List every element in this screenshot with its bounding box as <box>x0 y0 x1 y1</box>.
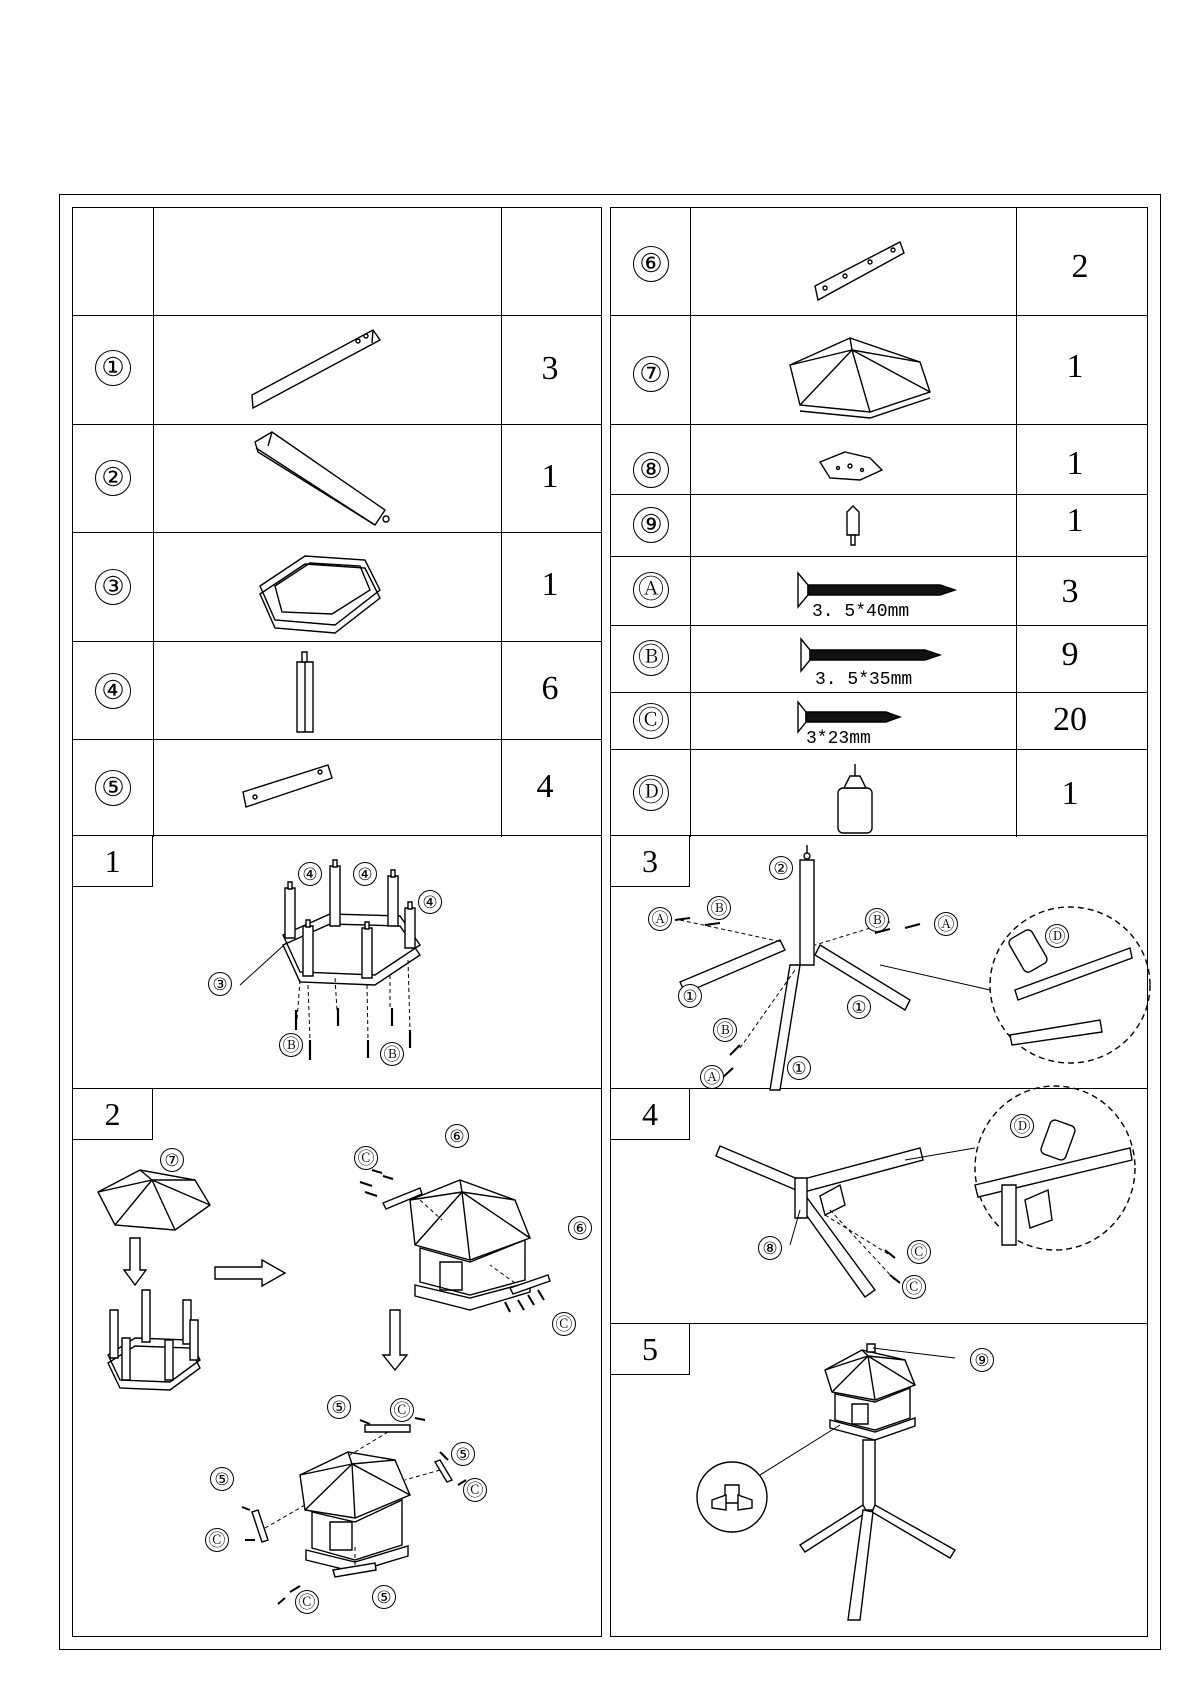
step-3-callout-post: ② <box>769 856 793 880</box>
step-3-callout-leg-bottom: ① <box>787 1056 811 1080</box>
step-4-callout-screw-1: Ⓒ <box>907 1240 931 1264</box>
step-1-callout-screw-2: Ⓑ <box>380 1042 404 1066</box>
part-2-qty: 1 <box>541 458 559 495</box>
part-5-id: ⑤ <box>95 770 131 806</box>
step-1-callout-post-1: ④ <box>298 862 322 886</box>
part-3-id: ③ <box>95 569 131 605</box>
step-1-callout-post-3: ④ <box>418 890 442 914</box>
part-b-id: Ⓑ <box>633 640 669 676</box>
step-3-callout-screw-a-right: Ⓐ <box>934 912 958 936</box>
step-2-callout-screw-right: Ⓒ <box>552 1312 576 1336</box>
step-1-number: 1 <box>104 843 121 879</box>
part-d-qty: 1 <box>1061 775 1079 812</box>
step-2-callout-roof: ⑦ <box>160 1148 184 1172</box>
step-4-callout-glue: Ⓓ <box>1010 1114 1034 1138</box>
step-3-callout-screw-a-left: Ⓐ <box>648 907 672 931</box>
step-4-callout-plate: ⑧ <box>758 1236 782 1260</box>
step-3-callout-screw-b-right: Ⓑ <box>865 908 889 932</box>
part-4-id: ④ <box>95 673 131 709</box>
part-8-qty: 1 <box>1066 445 1084 482</box>
part-d-id: Ⓓ <box>633 775 669 811</box>
step-2-callout-bar-bottom: ⑤ <box>372 1585 396 1609</box>
screw-a-size: 3. 5*40mm <box>812 602 910 622</box>
step-2-callout-screw-far-right: Ⓒ <box>463 1478 487 1502</box>
part-4-qty: 6 <box>541 670 559 707</box>
part-a-id: Ⓐ <box>633 572 669 608</box>
step-3-callout-screw-b-left: Ⓑ <box>707 896 731 920</box>
part-c-qty: 20 <box>1053 701 1087 738</box>
step-2-callout-bar-left: ⑤ <box>210 1467 234 1491</box>
part-9-qty: 1 <box>1066 502 1084 539</box>
step-3-number: 3 <box>642 843 658 879</box>
part-6-qty: 2 <box>1071 248 1089 285</box>
step-2-callout-screw-bottom: Ⓒ <box>295 1590 319 1614</box>
part-1-qty: 3 <box>541 350 559 387</box>
step-5-number: 5 <box>642 1331 658 1367</box>
step-2-callout-bar-right: ⑤ <box>451 1442 475 1466</box>
part-5-qty: 4 <box>536 768 554 805</box>
part-8-id: ⑧ <box>633 452 669 488</box>
screw-c-size: 3*23mm <box>806 729 871 749</box>
step-2-number: 2 <box>104 1096 121 1132</box>
step-2-callout-screw-top: Ⓒ <box>354 1146 378 1170</box>
step-4-number: 4 <box>642 1096 658 1132</box>
part-3-qty: 1 <box>541 566 559 603</box>
step-3-callout-screw-a-bottom: Ⓐ <box>700 1065 724 1089</box>
step-3-callout-screw-b-bottom: Ⓑ <box>713 1018 737 1042</box>
step-1-callout-post-2: ④ <box>353 862 377 886</box>
step-1-callout-base: ③ <box>208 972 232 996</box>
step-2-callout-bar-top: ⑤ <box>327 1395 351 1419</box>
part-b-qty: 9 <box>1061 636 1079 673</box>
part-7-qty: 1 <box>1066 348 1084 385</box>
part-1-id: ① <box>95 350 131 386</box>
step-2-callout-screw-upper: Ⓒ <box>390 1398 414 1422</box>
step-3-callout-leg-right: ① <box>847 995 871 1019</box>
part-2-id: ② <box>95 460 131 496</box>
step-2-callout-bracket-top: ⑥ <box>445 1124 469 1148</box>
step-2-callout-bracket-right: ⑥ <box>568 1216 592 1240</box>
step-1-callout-screw-1: Ⓑ <box>279 1033 303 1057</box>
part-a-qty: 3 <box>1061 573 1079 610</box>
step-5-callout-finial: ⑨ <box>970 1348 994 1372</box>
step-3-callout-glue: Ⓓ <box>1045 924 1069 948</box>
part-9-id: ⑨ <box>633 507 669 543</box>
part-c-id: Ⓒ <box>633 703 669 739</box>
part-6-id: ⑥ <box>633 246 669 282</box>
step-4-callout-screw-2: Ⓒ <box>902 1275 926 1299</box>
step-2-callout-screw-left: Ⓒ <box>205 1528 229 1552</box>
screw-b-size: 3. 5*35mm <box>815 670 913 690</box>
step-3-callout-leg-left: ① <box>678 984 702 1008</box>
part-7-id: ⑦ <box>633 356 669 392</box>
